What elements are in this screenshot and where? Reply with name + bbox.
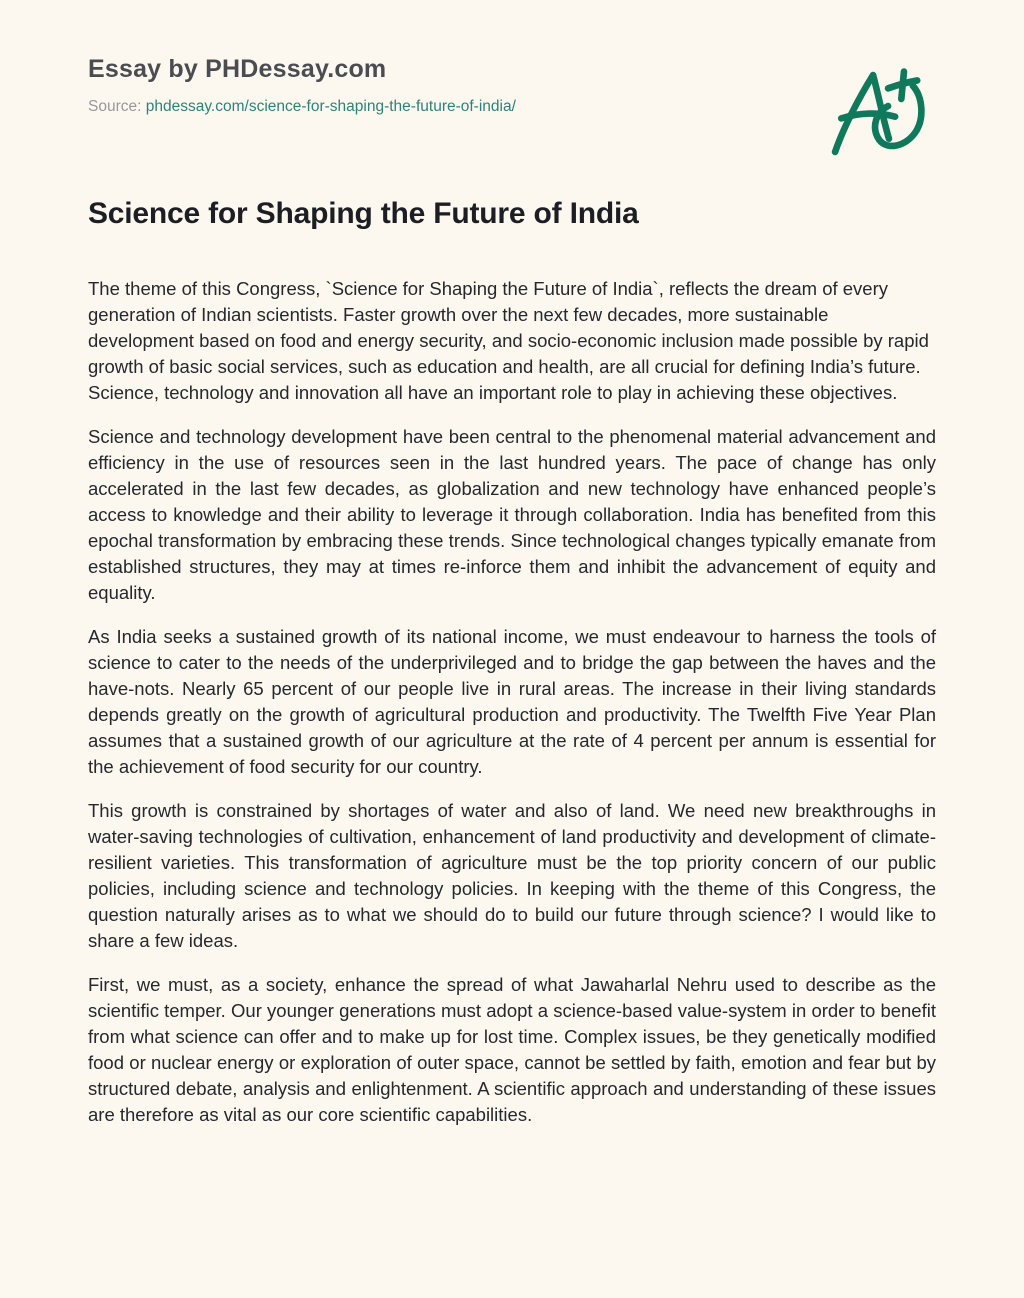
essay-paragraph: Science and technology development have been central to the phenomenal material advancement and efficiency in the use of resources seen in the last hundred years. The pace of change has only accelerated in the last few decades, as globalization and new technology have enhanced people’s access to knowledge and their ability to leverage it through collaboration. India has benefited from this epochal transformation by embracing these trends. Since technological changes typically emanate from established structures, they may at times re-inforce them and inhibit the advancement of equity and equality. [88,426,936,603]
document-source-title: Essay by PHDessay.com [88,55,387,83]
document-header [88,52,936,166]
essay-body [88,276,936,1128]
source-line [88,98,516,116]
essay-paragraph: The theme of this Congress, `Science for Shaping the Future of India`, reflects the dream of every generation of Indian scientists. Faster growth over the next few decades, more sustainable development based on food and energy security, and socio-economic inclusion made possible by rapid growth of basic social services, such as education and health, are all crucial for defining India’s future. Science, technology and innovation all have an important role to play in achieving these objectives. [88,278,929,403]
source-label: Source: [88,98,142,115]
document-header-text [88,52,516,116]
essay-paragraph: As India seeks a sustained growth of its national income, we must endeavour to harness the tools of science to cater to the needs of the underprivileged and to bridge the gap between the haves and the have-nots. Nearly 65 percent of our people live in rural areas. The increase in their living standards depends greatly on the growth of agricultural production and productivity. The Twelfth Five Year Plan assumes that a sustained growth of our agriculture at the rate of 4 percent per annum is essential for the achievement of food security for our country. [88,626,936,777]
page-title: Science for Shaping the Future of India [88,197,639,230]
essay-paragraph: This growth is constrained by shortages of water and also of land. We need new breakthroughs in water-saving technologies of cultivation, enhancement of land productivity and development of climate-resilient varieties. This transformation of agriculture must be the top priority concern of our public policies, including science and technology policies. In keeping with the theme of this Congress, the question naturally arises as to what we should do to build our future through science? I would like to share a few ideas. [88,800,936,951]
a-plus-logo-icon [828,62,934,166]
source-link[interactable]: phdessay.com/science-for-shaping-the-future-of-india/ [145,98,516,115]
essay-paragraph: First, we must, as a society, enhance the spread of what Jawaharlal Nehru used to describe as the scientific temper. Our younger generations must adopt a science-based value-system in order to benefit from what science can offer and to make up for lost time. Complex issues, be they genetically modified food or nuclear energy or exploration of outer space, cannot be settled by faith, emotion and fear but by structured debate, analysis and enlightenment. A scientific approach and understanding of these issues are therefore as vital as our core scientific capabilities. [88,974,936,1125]
